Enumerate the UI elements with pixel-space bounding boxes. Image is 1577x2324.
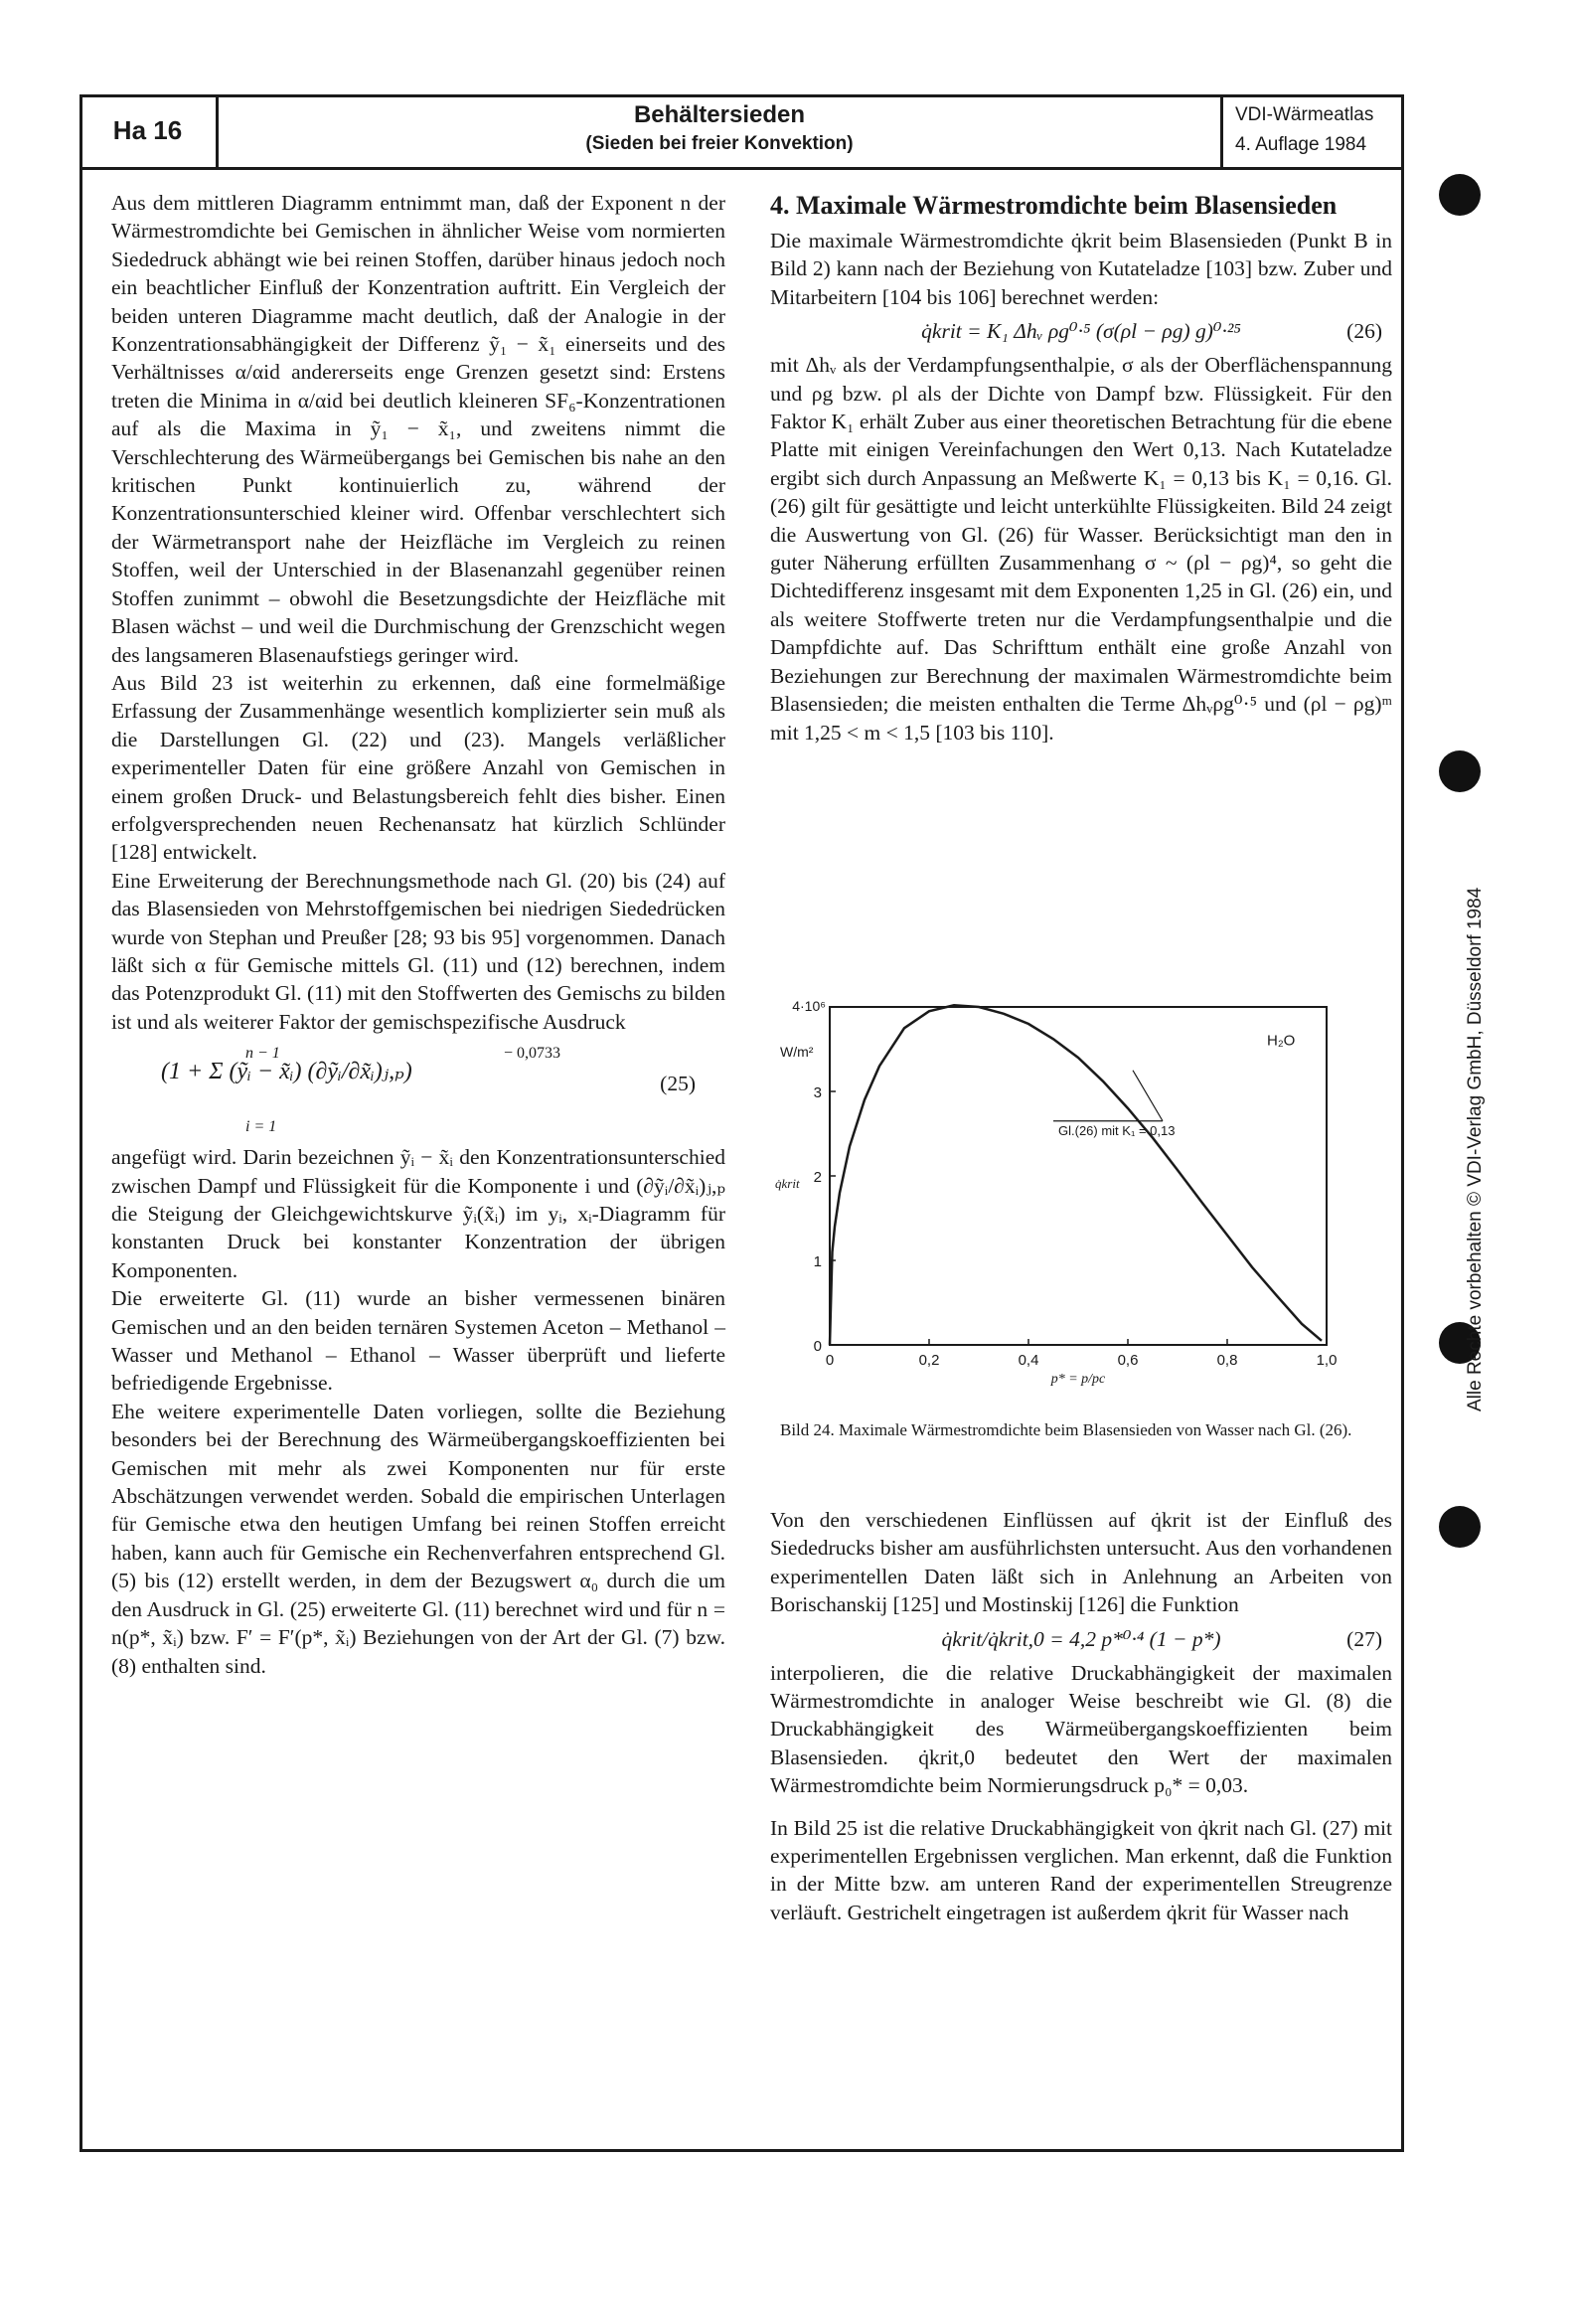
x-tick-label: 0,2: [918, 1352, 940, 1369]
x-axis-label: p* = p/pc: [1050, 1372, 1106, 1387]
header-code: Ha 16: [79, 94, 219, 167]
right-column-top: [770, 189, 1392, 974]
right-column-bottom: [770, 1506, 1392, 1926]
equation-25-exponent: − 0,0733: [504, 1045, 561, 1063]
left-paragraph-5: Die erweiterte Gl. (11) wurde an bisher vermessenen binären Gemischen und an den beiden ternären Systemen Aceton – Methanol – Wasser und Methanol – Ethanol – Wasser überprüft und lieferte befriedigende Ergebnisse.: [111, 1286, 725, 1396]
equation-27-number: (27): [1346, 1626, 1382, 1651]
header-title-block: [219, 94, 1223, 167]
legend-label: H₂O: [1267, 1032, 1296, 1050]
y-axis-label: q̇krit: [775, 1176, 800, 1191]
right-paragraph-1: Die maximale Wärmestromdichte q̇krit beim Blasensieden (Punkt B in Bild 2) kann nach der Beziehung von Kutateladze [103] bzw. Zuber und Mitarbeitern [104 bis 106] berechnet werden:: [770, 229, 1392, 309]
equation-25-number: (25): [660, 1072, 696, 1096]
left-column: [111, 189, 725, 1680]
header-edition: 4. Auflage 1984: [1235, 134, 1367, 155]
header-edition-block: [1223, 94, 1404, 167]
header-title: Behältersieden: [633, 101, 806, 128]
equation-27-body: q̇krit/q̇krit,0 = 4,2 p*⁰·⁴ (1 − p*): [941, 1626, 1221, 1651]
chart-svg: [770, 979, 1392, 1416]
right-paragraph-4: interpolieren, die die relative Druckabhängigkeit der maximalen Wärmestromdichte in analoger Weise beschreibt wie Gl. (8) die Druckabhängigkeit des Wärmeübergangskoeffizienten beim Blasensieden. q̇krit,0 bedeutet den Wert der maximalen Wärmestromdichte beim Normierungsdruck p₀* = 0,03.: [770, 1660, 1392, 1798]
equation-26-number: (26): [1346, 319, 1382, 344]
header-publisher: VDI-Wärmeatlas: [1235, 104, 1374, 125]
x-tick-label: 1,0: [1316, 1352, 1338, 1369]
y-unit-label: W/m²: [780, 1044, 814, 1060]
right-paragraph-3: Von den verschiedenen Einflüssen auf q̇krit ist der Einfluß des Siededrucks bisher am ausführlichsten untersucht. Aus den vorhandenen experimentellen Daten läßt sich in Anlehnung an Arbeiten von Borischanskij [125] und Mostinskij [126] die Funktion: [770, 1508, 1392, 1617]
punch-hole-4: [1439, 1506, 1481, 1548]
series-line-h2o: [830, 1005, 1322, 1345]
equation-25: [111, 1040, 725, 1139]
left-paragraph-1: Aus dem mittleren Diagramm entnimmt man, daß der Exponent n der Wärmestromdichte bei Gemischen in ähnlicher Weise vom normierten Siededruck abhängt wie bei reinen Stoffen, darüber hinaus jedoch noch ein beachtlicher Einfluß der Konzentration auftritt. Ein Vergleich der beiden unteren Diagramme macht deutlich, daß der Analogie in der Konzentrationsabhängigkeit der Differenz ỹ₁ − x̃₁ einerseits und des Verhältnisses α/αid andererseits enge Grenzen gesetzt sind: Erstens treten die Minima in α/αid bei deutlich kleineren SF₆-Konzentrationen auf als die Maxima in ỹ₁ − x̃₁, und zweitens nimmt die Verschlechterung des Wärmeübergangs bei Gemischen bis nahe an den kritischen Punkt kontinuierlich zu, während der Konzentrationsunterschied kleiner wird. Offenbar verschlechtert sich der Wärmetransport nahe der Heizfläche im Vergleich zu reinen Stoffen, weil der Unterschied in der Blasenanzahl gegenüber reinen Stoffen zunimmt – obwohl die Besetzungsdichte der Heizfläche mit Blasen wächst – und weil die Durchmischung der Grenzschicht wegen des langsameren Blasenaufstiegs geringer wird.: [111, 191, 725, 667]
y-tick-label: 1: [813, 1253, 822, 1270]
figure-24-caption: Bild 24. Maximale Wärmestromdichte beim Blasensieden von Wasser nach Gl. (26).: [780, 1420, 1352, 1439]
y-top-label: 4·10⁶: [792, 998, 826, 1014]
figure-24: [770, 979, 1392, 1476]
x-tick-label: 0: [825, 1352, 835, 1369]
equation-26: [770, 311, 1392, 351]
equation-25-body: (1 + Σ (ỹᵢ − x̃ᵢ) (∂ỹᵢ/∂x̃ᵢ)ⱼ,ₚ): [161, 1059, 412, 1085]
y-tick-label: 0: [813, 1338, 822, 1355]
x-tick-label: 0,8: [1216, 1352, 1238, 1369]
punch-hole-1: [1439, 174, 1481, 216]
x-tick-label: 0,6: [1117, 1352, 1139, 1369]
left-paragraph-2: Aus Bild 23 ist weiterhin zu erkennen, daß eine formelmäßige Erfassung der Zusammenhänge wesentlich komplizierter sein muß als die Darstellungen Gl. (22) und (23). Mangels verläßlicher experimenteller Daten für eine größere Anzahl von Gemischen in einem großen Druck- und Belastungsbereich fehlt dies bisher. Einen erfolgversprechenden neuen Rechenansatz hat kürzlich Schlünder [128] entwickelt.: [111, 670, 725, 865]
page-header: [79, 94, 1404, 170]
equation-25-upper-limit: n − 1: [245, 1045, 280, 1063]
annotation-label: Gl.(26) mit K₁ = 0,13: [1058, 1123, 1176, 1139]
y-tick-label: 3: [813, 1084, 822, 1101]
equation-25-lower-limit: i = 1: [245, 1118, 277, 1136]
left-paragraph-4: angefügt wird. Darin bezeichnen ỹᵢ − x̃ᵢ den Konzentrationsunterschied zwischen Dampf und Flüssigkeit für die Komponente i und (∂ỹᵢ/∂x̃ᵢ)ⱼ,ₚ die Steigung der Gleichgewichtskurve ỹᵢ(x̃ᵢ) im yᵢ, xᵢ-Diagramm für konstanten Druck bei konstanter Konzentration der übrigen Komponenten.: [111, 1145, 725, 1282]
left-paragraph-3: Eine Erweiterung der Berechnungsmethode nach Gl. (20) bis (24) auf das Blasensieden von Mehrstoffgemischen bei niedrigen Siededrücken wurde von Stephan und Preußer [28; 93 bis 95] vorgenommen. Danach läßt sich α für Gemische mittels Gl. (11) und (12) berechnen, indem das Potenzprodukt Gl. (11) mit den Stoffwerten des Gemischs zu bilden ist und als weiterer Faktor der gemischspezifische Ausdruck: [111, 868, 726, 1034]
right-paragraph-5: In Bild 25 ist die relative Druckabhängigkeit von q̇krit nach Gl. (27) mit experimentellen Ergebnissen verglichen. Man erkennt, daß die Funktion in der Mitte bzw. am unteren Rand der experimentellen Streugrenze verläuft. Gestrichelt eingetragen ist außerdem q̇krit für Wasser nach: [770, 1815, 1392, 1924]
section-title: 4. Maximale Wärmestromdichte beim Blasensieden: [770, 191, 1338, 220]
x-tick-label: 0,4: [1018, 1352, 1039, 1369]
copyright-side-note: Alle Rechte vorbehalten © VDI-Verlag GmbH, Düsseldorf 1984: [1465, 887, 1486, 1411]
y-tick-label: 2: [813, 1169, 822, 1186]
equation-27: [770, 1619, 1392, 1659]
annotation-leader: [1133, 1071, 1163, 1121]
left-paragraph-6: Ehe weitere experimentelle Daten vorliegen, sollte die Beziehung besonders bei der Berechnung des Wärmeübergangskoeffizienten bei Gemischen mit mehr als zwei Komponenten nur für erste Abschätzungen verwendet werden. Sobald die empirischen Unterlagen für Gemische etwa den heutigen Umfang bei reinen Stoffen erreicht haben, kann auch für Gemische ein Rechenverfahren entsprechend Gl. (5) bis (12) erstellt werden, in dem der Bezugswert α₀ durch die um den Ausdruck in Gl. (25) erweiterte Gl. (11) berechnet wird und für n = n(p*, x̃ᵢ) bzw. F′ = F′(p*, x̃ᵢ) Beziehungen von der Art der Gl. (7) bzw. (8) enthalten sind.: [111, 1399, 725, 1678]
right-paragraph-2: mit Δhᵥ als der Verdampfungsenthalpie, σ als der Oberflächenspannung und ρg bzw. ρl als der Dichte von Dampf bzw. Flüssigkeit. Für den Faktor K₁ erhält Zuber aus einer theoretischen Betrachtung für die ebene Platte mit einigen Vereinfachungen den Wert 0,13. Nach Kutateladze ergibt sich durch Anpassung an Meßwerte K₁ = 0,13 bis K₁ = 0,16. Gl. (26) gilt für gesättigte und leicht unterkühlte Flüssigkeiten. Bild 24 zeigt die Auswertung von Gl. (26) für Wasser. Berücksichtigt man den in guter Näherung erfüllten Zusammenhang σ ~ (ρl − ρg)⁴, so geht die Dichtedifferenz insgesamt mit dem Exponenten 1,25 in Gl. (26) ein, und als weitere Stoffwerte treten nur die Verdampfungsenthalpie und die Dampfdichte auf. Das Schrifttum enthält eine große Anzahl von Beziehungen zur Berechnung der maximalen Wärmestromdichte beim Blasensieden; die meisten enthalten die Terme Δhᵥρg⁰·⁵ und (ρl − ρg)ᵐ mit 1,25 < m < 1,5 [103 bis 110].: [770, 353, 1392, 745]
equation-26-body: q̇krit = K₁ Δhᵥ ρg⁰·⁵ (σ(ρl − ρg) g)⁰·²⁵: [921, 319, 1241, 344]
header-subtitle: (Sieden bei freier Konvektion): [585, 133, 854, 154]
